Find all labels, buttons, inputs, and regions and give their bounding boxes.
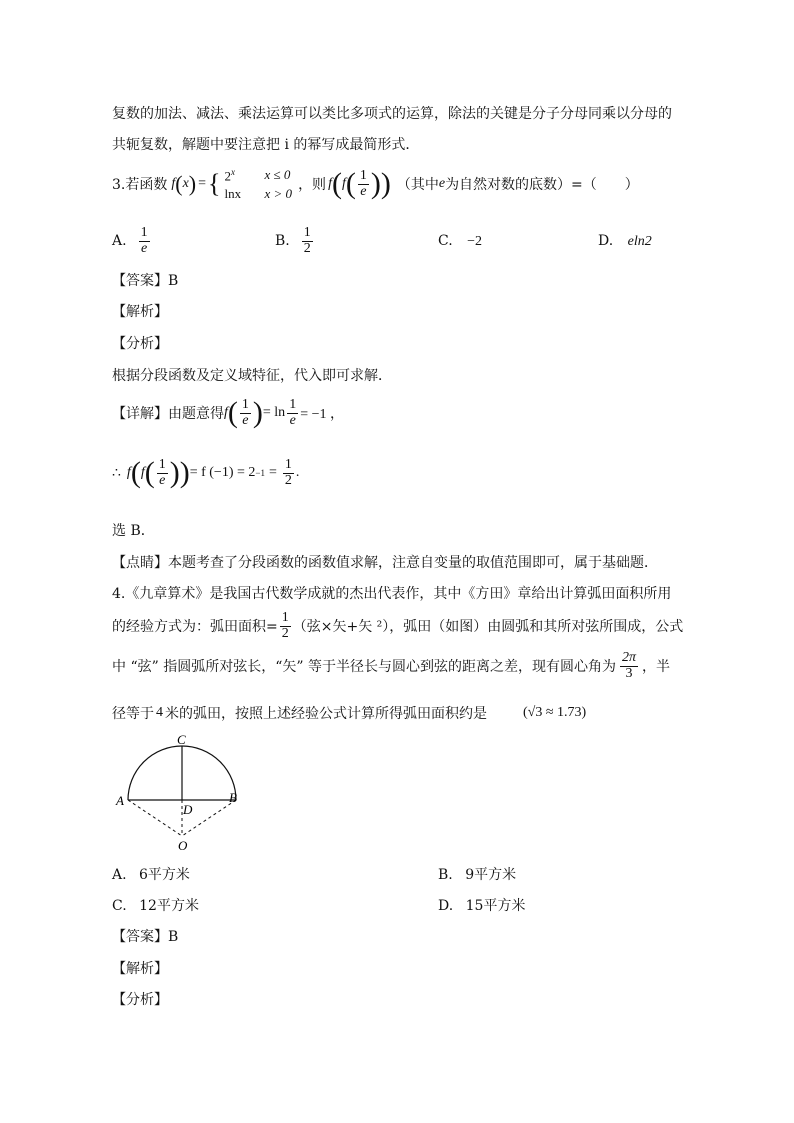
question-3-stem	[112, 166, 639, 202]
radius-oa	[128, 800, 182, 836]
func: f	[126, 465, 131, 481]
denominator: e	[360, 183, 367, 199]
label-c: C	[177, 732, 186, 747]
option-text: 15平方米	[465, 898, 526, 914]
eq-result: = −1 ，	[300, 407, 344, 423]
option-letter: B.	[275, 233, 290, 250]
therefore-line	[112, 458, 299, 488]
option-letter: C.	[112, 898, 127, 914]
answer2-tag: 【答案】B	[112, 929, 179, 945]
numerator: 1	[359, 168, 367, 184]
denominator: 2	[303, 240, 311, 256]
dianjing-line: 【点睛】本题考查了分段函数的函数值求解，注意自变量的取值范围即可，属于基础题．	[112, 555, 658, 571]
q3-prefix: 3.若函数	[112, 177, 168, 194]
option-letter: D.	[438, 898, 454, 914]
numerator: 1	[303, 225, 311, 240]
therefore-symbol: ∴	[112, 465, 121, 481]
piecewise-function	[208, 166, 292, 202]
q4-text: 的经验方式为：弧田面积=	[112, 619, 278, 636]
q4-text: （弦×矢+矢 ²），弧田（如图）由圆弧和其所对弦所围成，公式	[292, 619, 684, 636]
paren: (	[345, 167, 356, 201]
numerator: 2π	[621, 650, 636, 665]
denominator: e	[159, 472, 166, 488]
q4-text: 中 “弦” 指圆弧所对弦长，“矢” 等于半径长与圆心到弦的距离之差，现有圆心角为	[112, 659, 616, 676]
numerator: 1	[140, 225, 148, 240]
case2-value: lnx	[224, 185, 242, 201]
q3-note: （其中	[396, 177, 439, 194]
label-b: B	[229, 790, 237, 805]
paren: )	[169, 456, 180, 490]
radius-value: 4	[156, 705, 163, 720]
text-line-1: 复数的加法、减法、乘法运算可以类比多项式的运算，除法的关键是分子分母同乘以分母的	[112, 106, 672, 122]
case2-condition: x > 0	[264, 185, 293, 201]
arc-field-figure	[110, 728, 250, 853]
q4-line-3	[112, 651, 670, 681]
case1-condition: x ≤ 0	[264, 167, 291, 182]
fraction-two-pi-over-three	[620, 651, 638, 681]
label-a: A	[116, 793, 124, 808]
detail-tag: 【详解】由题意得	[112, 406, 224, 423]
func-outer: f	[328, 176, 332, 192]
option-text: 12平方米	[139, 898, 199, 914]
equals: =	[198, 176, 207, 192]
case1-exponent: x	[231, 167, 236, 177]
func-name: f	[171, 176, 176, 192]
choose-line: 选 B．	[112, 523, 155, 539]
numerator: 1	[289, 397, 297, 412]
text-line-2: 共轭复数，解题中要注意把 i 的幂写成最简形式．	[112, 137, 420, 153]
q3-note-tail: 为自然对数的底数）=（ ）	[445, 177, 639, 194]
func: f	[140, 465, 145, 481]
eq-ln: = ln	[262, 405, 286, 421]
paren: (	[130, 456, 141, 490]
fenxi-text: 根据分段函数及定义域特征，代入即可求解．	[112, 368, 392, 384]
option-letter: A.	[112, 233, 127, 250]
option-letter: A.	[112, 867, 127, 883]
numerator: 1	[281, 610, 289, 625]
sqrt-approx: (√3 ≈ 1.73)	[523, 705, 587, 720]
fraction	[287, 398, 298, 428]
option-text: 9平方米	[465, 867, 517, 883]
paren: (	[227, 396, 238, 430]
denominator: e	[289, 412, 296, 428]
paren: )	[252, 396, 263, 430]
numerator: 1	[284, 457, 292, 472]
fraction	[157, 458, 168, 488]
fraction	[240, 398, 251, 428]
denominator: e	[242, 412, 249, 428]
option-letter: D.	[598, 233, 614, 249]
label-d: D	[183, 802, 193, 817]
e-symbol: e	[438, 176, 446, 192]
fenxi2-tag: 【分析】	[112, 992, 168, 1008]
q3-option-a[interactable]	[112, 226, 152, 256]
q4-text: 径等于	[112, 706, 154, 722]
option-text: −2	[467, 234, 483, 249]
paren: (	[175, 171, 183, 197]
eq-chain: = f (−1) = 2	[189, 465, 256, 481]
q4-line-1: 4.《九章算术》是我国古代数学成就的杰出代表作，其中《方田》章给出计算弧田面积所用	[112, 586, 672, 602]
paren: (	[144, 456, 155, 490]
denominator: 3	[625, 665, 633, 681]
func: f	[224, 405, 228, 421]
option-fraction	[139, 226, 150, 256]
q3-option-d[interactable]	[598, 233, 652, 250]
numerator: 1	[241, 397, 249, 412]
analysis2-tag: 【解析】	[112, 961, 168, 977]
equals: =	[268, 465, 277, 481]
denominator: 2	[281, 625, 289, 641]
q3-then: ，则	[298, 177, 327, 194]
detail-line	[112, 398, 344, 428]
analysis-tag: 【解析】	[112, 304, 168, 320]
option-text: 6平方米	[139, 867, 190, 883]
q3-option-c[interactable]	[438, 233, 482, 250]
option-text: eln2	[627, 234, 652, 249]
paren: )	[370, 167, 381, 201]
fraction	[283, 458, 294, 488]
q3-option-b[interactable]	[275, 226, 315, 256]
answer-tag: 【答案】B	[112, 273, 179, 289]
func-inner: f	[341, 176, 346, 192]
option-letter: B.	[438, 867, 453, 883]
fraction-half	[280, 611, 291, 641]
brace: {	[208, 169, 221, 199]
label-o: O	[178, 838, 188, 853]
paren: )	[380, 167, 391, 201]
q4-option-a[interactable]	[112, 864, 190, 884]
fraction-1-over-e	[358, 169, 369, 199]
paren: )	[179, 456, 190, 490]
denominator: e	[140, 240, 148, 256]
option-letter: C.	[438, 233, 453, 249]
period: .	[295, 465, 300, 481]
paren: )	[188, 171, 197, 197]
q4-line-2	[112, 611, 683, 641]
var-x: x	[182, 176, 189, 192]
q4-text: 米的弧田，按照上述经验公式计算所得弧田面积约是	[165, 706, 487, 722]
exponent: −1	[255, 468, 265, 479]
q4-option-c[interactable]	[112, 895, 199, 915]
numerator: 1	[158, 457, 166, 472]
denominator: 2	[284, 472, 292, 488]
option-fraction	[302, 226, 313, 256]
q4-text: ，半	[642, 659, 670, 676]
q4-option-d[interactable]	[438, 895, 525, 915]
q4-line-4	[112, 703, 586, 723]
q4-option-b[interactable]	[438, 864, 516, 884]
case1-value: 2	[224, 168, 232, 184]
paren: (	[331, 167, 342, 201]
fenxi-tag: 【分析】	[112, 336, 168, 352]
